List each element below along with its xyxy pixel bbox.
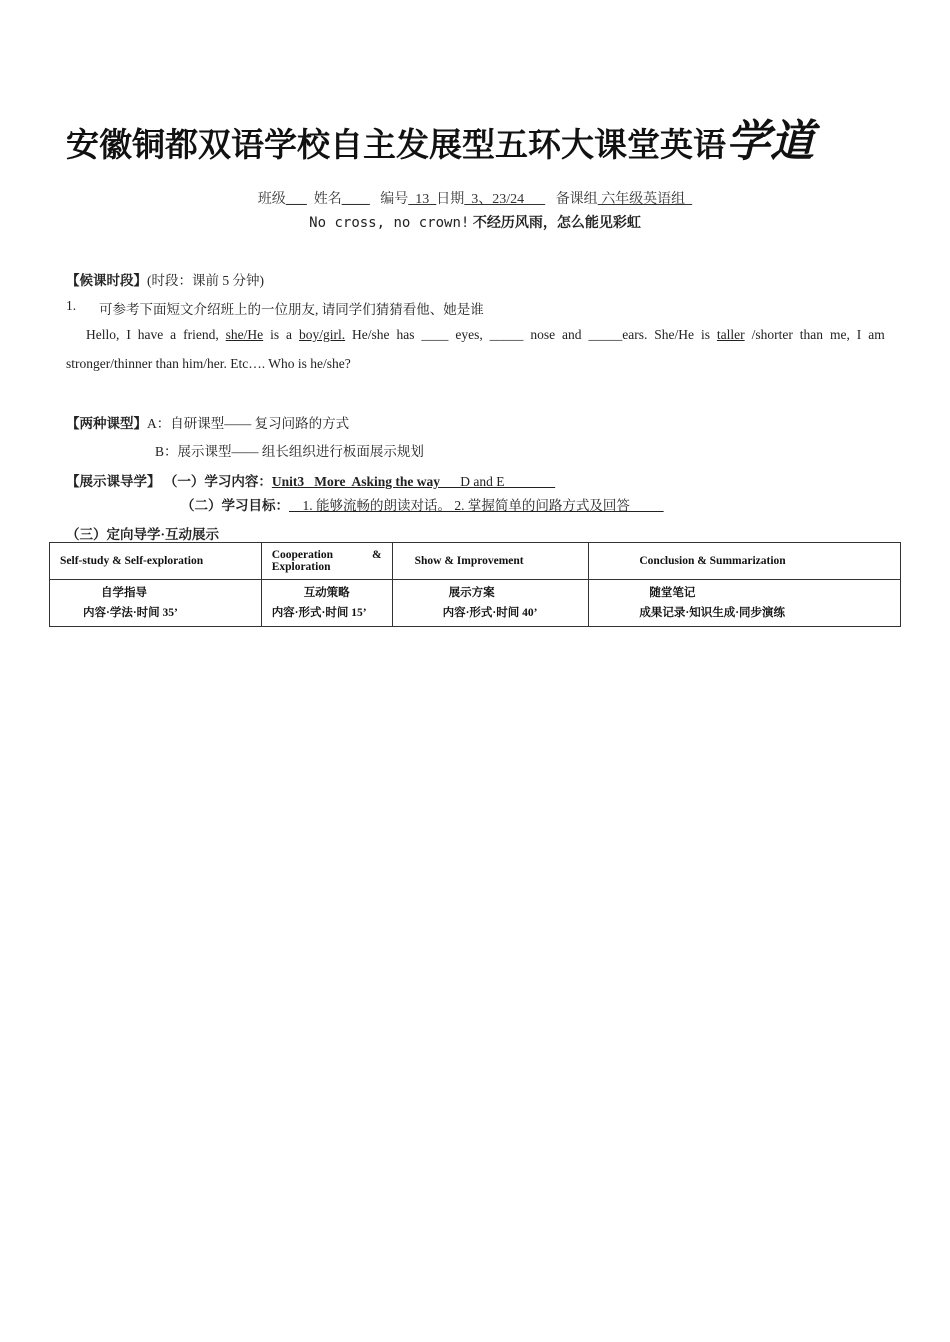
section-3-heading: （三）定向导学·互动展示 — [66, 527, 220, 542]
number-value: 13 — [408, 192, 437, 207]
goal-value: 1. 能够流畅的朗读对话。 2. 掌握简单的问路方式及回答 — [289, 498, 664, 513]
passage-word: am — [868, 327, 885, 342]
passage-line-2: stronger/thinner than him/her. Etc…. Who is he/she? — [66, 356, 351, 371]
content-value — [272, 474, 555, 489]
warmup-header-line — [66, 269, 264, 289]
cell-show-title: 展示方案 — [448, 587, 495, 599]
cell-cooperation — [261, 580, 392, 627]
passage-word: friend, — [183, 327, 219, 342]
passage-word: is — [700, 327, 710, 342]
guide-table — [49, 542, 901, 627]
date-label: 日期 — [436, 192, 465, 207]
date-value: 3、23/24 — [464, 192, 546, 207]
passage-word: a — [170, 327, 177, 342]
class-label: 班级 — [257, 192, 286, 207]
lesson-types-line-a — [66, 412, 349, 432]
passage-word-underlined: taller — [716, 327, 745, 342]
content-value-rest: D and E — [440, 474, 556, 489]
lesson-types-header: 【两种课型】 — [66, 416, 147, 431]
cell-self-study-title: 自学指导 — [101, 587, 147, 599]
header-show-improvement: Show & Improvement — [392, 543, 589, 580]
passage-word: me, — [829, 327, 850, 342]
passage-word: ____ — [421, 327, 449, 342]
guide-header: 【展示课导学】 — [66, 474, 161, 489]
cell-conclusion-title: 随堂笔记 — [649, 587, 696, 599]
passage-word: She/He — [654, 327, 695, 342]
passage-word: has — [396, 327, 415, 342]
student-info-line — [0, 188, 950, 208]
group-value: 六年级英语组 — [597, 192, 693, 207]
table-header-row — [50, 543, 901, 580]
name-blank[interactable]: ____ — [341, 192, 370, 207]
passage-word: nose — [530, 327, 556, 342]
motto-chinese: 不经历风雨，怎么能见彩虹 — [469, 216, 641, 231]
passage-word: _____ — [489, 327, 524, 342]
header-exploration-word: Exploration — [271, 561, 331, 573]
header-conclusion: Conclusion & Summarization — [589, 543, 901, 580]
passage-word: Hello, — [86, 327, 120, 342]
motto-english: No cross, no crown! — [309, 215, 470, 231]
passage-word: is — [270, 327, 280, 342]
class-blank[interactable]: ___ — [285, 192, 307, 207]
passage-word: eyes, — [455, 327, 483, 342]
passage-word: have — [137, 327, 164, 342]
passage-word: _____ears. — [588, 327, 648, 342]
lesson-type-a: A：自研课型—— 复习问路的方式 — [147, 416, 350, 431]
group-label: 备课组 — [555, 192, 598, 207]
name-label: 姓名 — [313, 192, 342, 207]
banner-title: 安徽铜都双语学校自主发展型五环大课堂英语 — [66, 125, 726, 164]
header-cooperation-amp: & — [372, 549, 382, 561]
cell-self-study — [50, 580, 262, 627]
passage-word: and — [562, 327, 582, 342]
cell-show-sub: 内容·形式·时间 40’ — [442, 607, 538, 619]
number-label: 编号 — [380, 192, 409, 207]
motto — [0, 212, 950, 232]
passage-word: I — [856, 327, 862, 342]
passage-word-underlined: she/He — [225, 327, 264, 342]
passage-word: He/she — [352, 327, 390, 342]
guide-goal-line — [181, 494, 664, 514]
passage-line-1 — [86, 327, 885, 343]
content-value-bold: Unit3 More Asking the way — [271, 474, 441, 489]
cell-conclusion-sub: 成果记录·知识生成·同步演练 — [639, 607, 786, 619]
cell-self-study-sub: 内容·学法·时间 35’ — [83, 607, 178, 619]
passage-word: /shorter — [751, 327, 793, 342]
warmup-header: 【候课时段】 — [66, 273, 147, 288]
passage-word: than — [799, 327, 824, 342]
header-cooperation — [261, 543, 392, 580]
header-cooperation-word: Cooperation — [271, 549, 334, 561]
cell-cooperation-sub: 内容·形式·时间 15’ — [271, 607, 367, 619]
cell-show — [392, 580, 589, 627]
cell-cooperation-title: 互动策略 — [303, 587, 350, 599]
warmup-item-text: 可参考下面短文介绍班上的一位朋友, 请同学们猜猜看他、她是谁 — [99, 302, 484, 317]
table-row — [50, 580, 901, 627]
school-banner — [66, 112, 866, 172]
passage-word-underlined: boy/girl. — [298, 327, 346, 342]
guide-content-line — [66, 470, 555, 490]
goal-label: （二）学习目标： — [181, 498, 289, 513]
warmup-header-note: (时段：课前 5 分钟) — [147, 273, 264, 288]
passage-word: a — [286, 327, 293, 342]
lesson-type-b: B：展示课型—— 组长组织进行板面展示规划 — [155, 444, 424, 459]
cell-conclusion — [589, 580, 901, 627]
banner-title-calligraphy: 学道 — [726, 116, 814, 167]
header-self-study: Self-study & Self-exploration — [50, 543, 262, 580]
warmup-item-number: 1. — [66, 298, 77, 313]
passage-word: I — [126, 327, 131, 342]
content-label: （一）学习内容： — [163, 474, 272, 489]
